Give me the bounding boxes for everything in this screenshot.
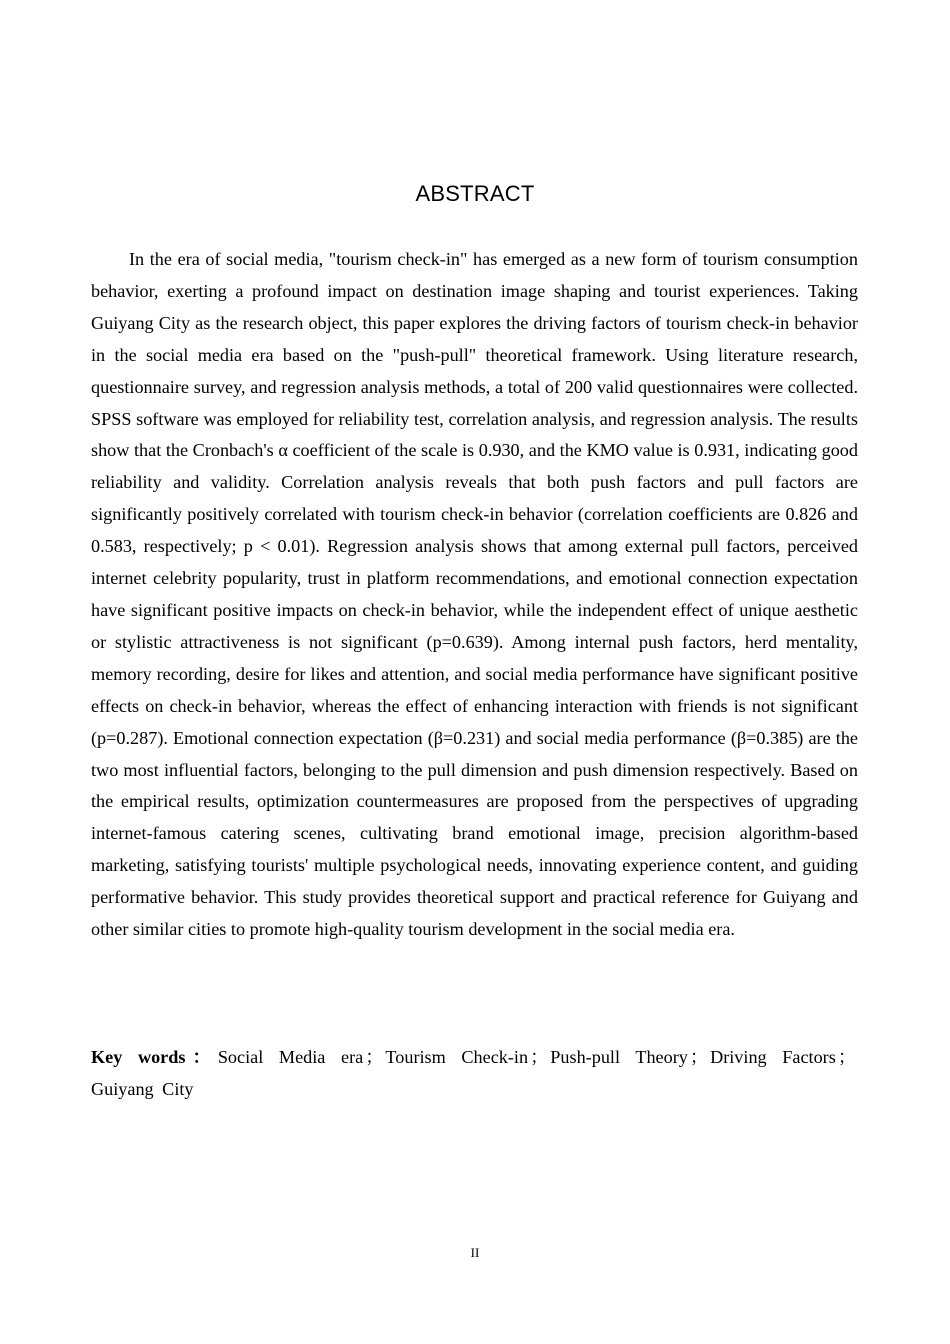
keyword-item: Tourism Check-in [385,1047,529,1067]
keywords-paragraph [91,1042,858,1106]
keyword-item: Social Media era [217,1047,364,1067]
keyword-item: Guiyang City [91,1078,194,1099]
keyword-separator: ； [530,1047,549,1067]
abstract-body: In the era of social media, "tourism check-in" has emerged as a new form of tourism consumption behavior, exerting a profound impact on destination image shaping and tourist experiences. Taking Guiyang City as the research object, this paper explores the driving factors of tourism check-in behavior in the social media era based on the "push-pull" theoretical framework. Using literature research, questionnaire survey, and regression analysis methods, a total of 200 valid questionnaires were collected. SPSS software was employed for reliability test, correlation analysis, and regression analysis. The results show that the Cronbach's α coefficient of the scale is 0.930, and the KMO value is 0.931, indicating good reliability and validity. Correlation analysis reveals that both push factors and pull factors are significantly positively correlated with tourism check-in behavior (correlation coefficients are 0.826 and 0.583, respectively; p < 0.01). Regression analysis shows that among external pull factors, perceived internet celebrity popularity, trust in platform recommendations, and emotional connection expectation have significant positive impacts on check-in behavior, while the independent effect of unique aesthetic or stylistic attractiveness is not significant (p=0.639). Among internal push factors, herd mentality, memory recording, desire for likes and attention, and social media performance have significant positive effects on check-in behavior, whereas the effect of enhancing interaction with friends is not significant (p=0.287). Emotional connection expectation (β=0.231) and social media performance (β=0.385) are the two most influential factors, belonging to the pull dimension and push dimension respectively. Based on the empirical results, optimization countermeasures are proposed from the perspectives of upgrading internet-famous catering scenes, cultivating brand emotional image, precision algorithm-based marketing, satisfying tourists' multiple psychological needs, innovating experience content, and guiding performative behavior. This study provides theoretical support and practical reference for Guiyang and other similar cities to promote high-quality tourism development in the social media era. [91,249,858,940]
keywords-label: Key words： [91,1047,218,1067]
keyword-separator: ； [837,1047,857,1067]
keyword-separator: ； [689,1047,709,1067]
keyword-item: Driving Factors [710,1047,836,1067]
keyword-separator: ； [365,1047,384,1067]
page-number: II [470,1245,480,1260]
keyword-item: Push-pull Theory [550,1047,688,1067]
abstract-title: ABSTRACT [415,181,535,206]
